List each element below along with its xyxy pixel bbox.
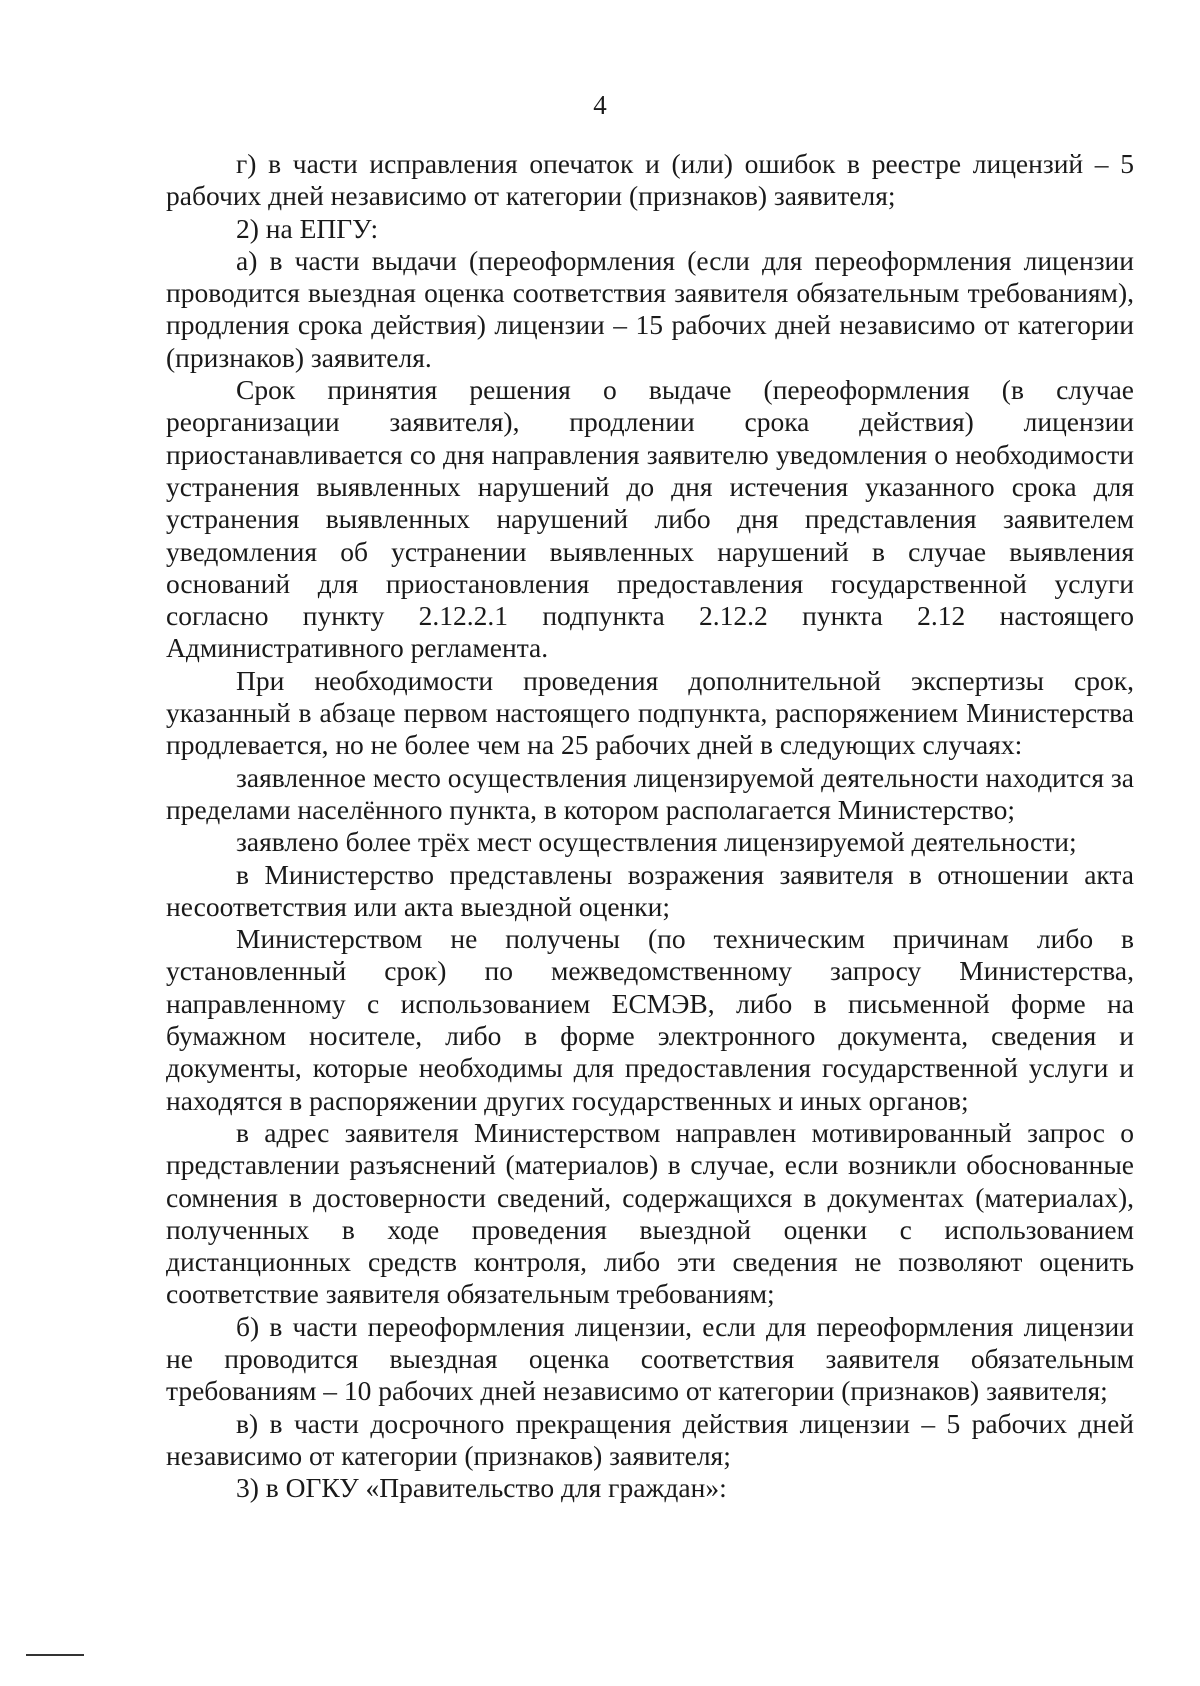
paragraph-epgu-heading: 2) на ЕПГУ: bbox=[236, 212, 379, 244]
paragraph-case-interagency-request: Министерством не получены (по техническим причинам либо в установленный срок) по межведомственному запросу Министерства, направленному с использованием ЕСМЭВ, либо в письменной форме на бумажном носителе, либо в форме электронного документа, сведения и документы, которые необходимы для предоставления государственной услуги и находятся в распоряжении других государственных и иных органов; bbox=[166, 923, 1134, 1116]
paragraph-case-three-places: заявлено более трёх мест осуществления лицензируемой деятельности; bbox=[236, 826, 1077, 858]
paragraph-a-issuance: а) в части выдачи (переоформления (если для переоформления лицензии проводится выездная оценка соответствия заявителя обязательным требованиям), продления срока действия) лицензии – 15 рабочих дней независимо от категории (признаков) заявителя. bbox=[166, 244, 1134, 373]
page-number: 4 bbox=[593, 90, 607, 120]
paragraph-v-early-termination: в) в части досрочного прекращения действия лицензии – 5 рабочих дней независимо от категории (признаков) заявителя; bbox=[166, 1407, 1134, 1471]
document-body bbox=[166, 148, 1134, 1504]
paragraph-g-typo-corrections: г) в части исправления опечаток и (или) ошибок в реестре лицензий – 5 рабочих дней независимо от категории (признаков) заявителя; bbox=[166, 148, 1134, 212]
paragraph-case-outside-locality: заявленное место осуществления лицензируемой деятельности находится за пределами населённого пункта, в котором располагается Министерство; bbox=[166, 761, 1134, 825]
paragraph-decision-suspension: Срок принятия решения о выдаче (переоформления (в случае реорганизации заявителя), продлении срока действия) лицензии приостанавливается со дня направления заявителю уведомления о необходимости устранения выявленных нарушений до дня истечения указанного срока для устранения выявленных нарушений либо дня представления заявителем уведомления об устранении выявленных нарушений в случае выявления оснований для приостановления предоставления государственной услуги согласно пункту 2.12.2.1 подпункта 2.12.2 пункта 2.12 настоящего Административного регламента. bbox=[166, 374, 1134, 664]
paragraph-case-objections: в Министерство представлены возражения заявителя в отношении акта несоответствия или акта выездной оценки; bbox=[166, 858, 1134, 922]
paragraph-expertise-extension: При необходимости проведения дополнительной экспертизы срок, указанный в абзаце первом настоящего подпункта, распоряжением Министерства продлевается, но не более чем на 25 рабочих дней в следующих случаях: bbox=[166, 664, 1134, 761]
paragraph-ogku-heading: 3) в ОГКУ «Правительство для граждан»: bbox=[236, 1472, 727, 1504]
footer-rule bbox=[26, 1654, 84, 1656]
paragraph-case-clarification-request: в адрес заявителя Министерством направлен мотивированный запрос о представлении разъяснений (материалов) в случае, если возникли обоснованные сомнения в достоверности сведений, содержащихся в документах (материалах), полученных в ходе проведения выездной оценки с использованием дистанционных средств контроля, либо эти сведения не позволяют оценить соответствие заявителя обязательным требованиям; bbox=[166, 1116, 1134, 1310]
paragraph-b-reissue: б) в части переоформления лицензии, если для переоформления лицензии не проводится выездная оценка соответствия заявителя обязательным требованиям – 10 рабочих дней независимо от категории (признаков) заявителя; bbox=[166, 1310, 1134, 1407]
